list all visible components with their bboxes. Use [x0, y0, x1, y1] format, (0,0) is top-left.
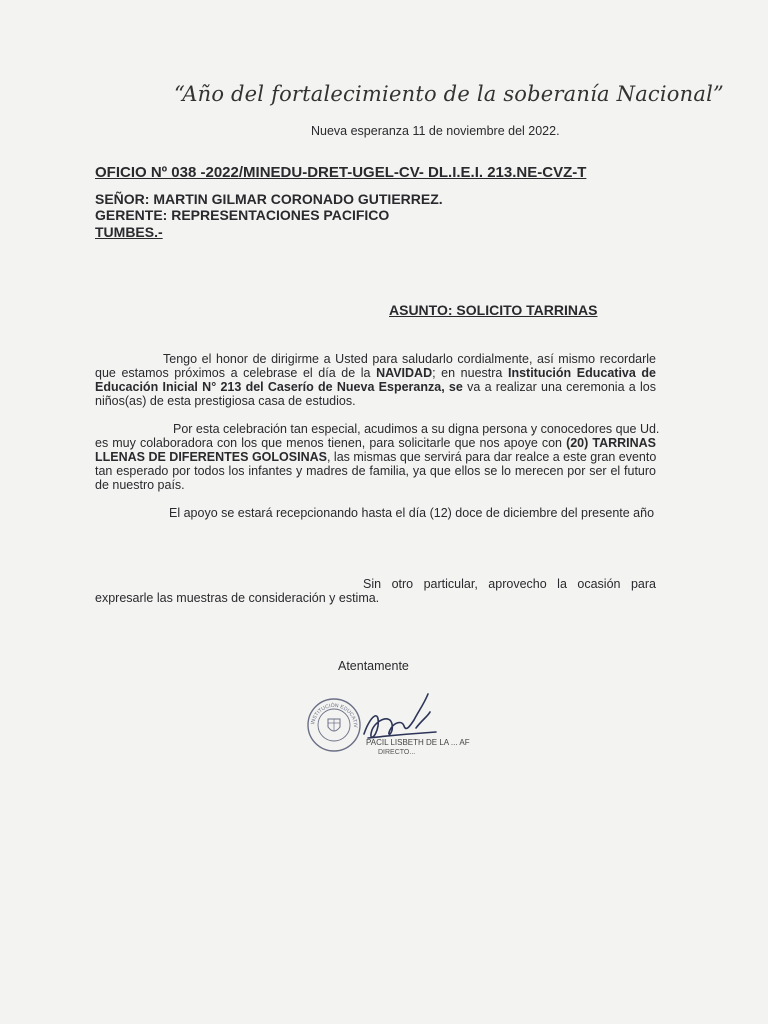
date-line: Nueva esperanza 11 de noviembre del 2022. — [311, 124, 560, 138]
recipient-position: GERENTE: REPRESENTACIONES PACIFICO — [95, 207, 390, 223]
signatory-name: PACIL LISBETH DE LA ... AF — [366, 738, 470, 747]
subject-line: ASUNTO: SOLICITO TARRINAS — [389, 302, 598, 318]
text-run: , las mismas que servirá para dar realce a este gran evento — [326, 450, 657, 464]
paragraph-deadline — [95, 506, 656, 520]
paragraph-line: de nuestro país. — [95, 478, 185, 492]
paragraph-line — [95, 380, 656, 394]
text-run: es muy colaboradora con los que menos tienen, para solicitarle que nos apoye con — [95, 436, 567, 450]
paragraph-line — [95, 366, 656, 380]
text-run: que estamos próximos a celebrase el día de la — [95, 366, 377, 380]
signatory-role: DIRECTO... — [378, 749, 416, 756]
paragraph-line: Por esta celebración tan especial, acudimos a su digna persona y conocedores que Ud. — [173, 422, 660, 436]
closing-salutation: Atentamente — [338, 659, 409, 673]
text-run: va a realizar una ceremonia a los — [462, 380, 656, 394]
paragraph-request — [95, 422, 660, 492]
paragraph-line: expresarle las muestras de consideración y estima. — [95, 591, 380, 605]
text-run: ; en nuestra — [432, 366, 508, 380]
paragraph-line: tan esperado por todos los infantes y madres de familia, ya que ellos se lo merecen por ser el futuro — [95, 464, 656, 478]
text-run-bold: LLENAS DE DIFERENTES GOLOSINAS — [95, 450, 327, 464]
oficio-number: OFICIO Nº 038 -2022/MINEDU-DRET-UGEL-CV- DL.I.E.I. 213.NE-CVZ-T — [95, 164, 587, 181]
paragraph-line — [95, 450, 656, 464]
recipient-name: SEÑOR: MARTIN GILMAR CORONADO GUTIERREZ. — [95, 191, 443, 207]
text-run-bold: Educación Inicial N° 213 del Caserío de Nueva Esperanza, se — [95, 380, 463, 394]
paragraph-line: Sin otro particular, aprovecho la ocasión para — [363, 577, 656, 591]
paragraph-line: El apoyo se estará recepcionando hasta el día (12) doce de diciembre del presente año — [169, 506, 655, 520]
paragraph-line — [95, 436, 656, 450]
institution-stamp — [306, 697, 362, 753]
stamp-text: INSTITUCIÓN EDUCATIV — [310, 702, 359, 728]
paragraph-line: Tengo el honor de dirigirme a Usted para saludarlo cordialmente, así mismo recordarle — [163, 352, 656, 366]
text-run-bold: NAVIDAD — [376, 366, 433, 380]
paragraph-line: niños(as) de esta prestigiosa casa de estudios. — [95, 394, 356, 408]
paragraph-greeting — [95, 352, 656, 408]
year-motto: “Año del fortalecimiento de la soberanía Nacional” — [174, 82, 724, 106]
paragraph-closing — [95, 577, 656, 605]
text-run-bold: Institución Educativa de — [507, 366, 657, 380]
text-run-bold: (20) TARRINAS — [566, 436, 657, 450]
recipient-city: TUMBES.- — [95, 224, 163, 240]
